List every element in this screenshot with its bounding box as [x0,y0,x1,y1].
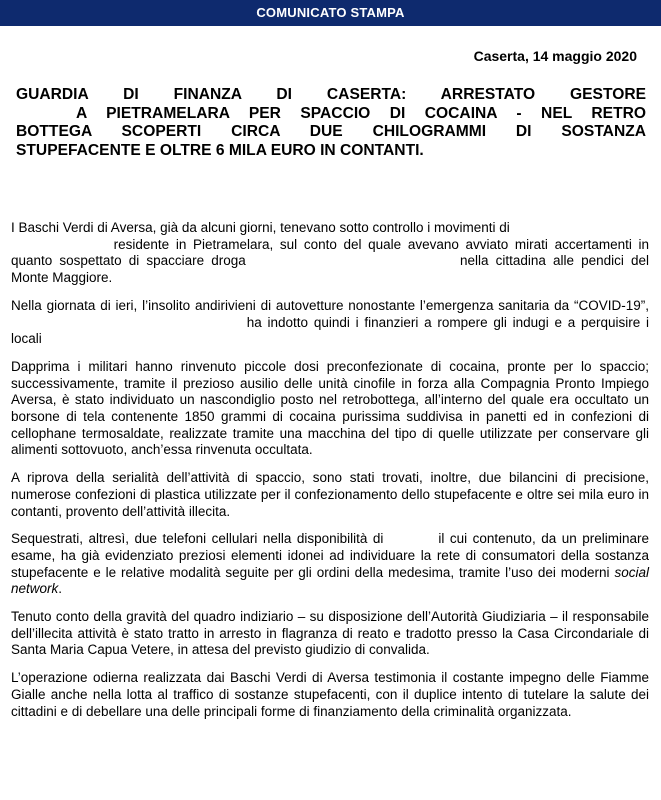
paragraph-1 [11,220,649,287]
paragraph-2-part-b: ha indotto quindi i finanzieri a rompere gli indugi e a perquisire i locali [11,314,649,347]
paragraph-2-part-a: Nella giornata di ieri, l’insolito andirivieni di autovetture nonostante l’emergenza sanitaria da “COVID-19”, [11,297,649,313]
paragraph-1-part-c: nella cittadina alle pendici del Monte Maggiore. [11,253,649,286]
paragraph-3: Dapprima i militari hanno rinvenuto piccole dosi preconfezionate di cocaina, pronte per lo spaccio; successivamente, tramite il prezioso ausilio delle unità cinofile in forza alla Compagnia Pronto Impiego Aversa, è stato individuato un nascondiglio posto nel retrobottega, all’interno del quale era occultato un borsone di tela contenente 1850 grammi di cocaina purissima suddivisa in panetti ed in confezioni di cellophane termosaldate, realizzate tramite una macchina del tipo di quelle utilizzate per conservare gli alimenti sottovuoto, anch’essa rinvenuta occultata. [11,358,649,458]
paragraph-4: A riprova della serialità dell’attività di spaccio, sono stati trovati, inoltre, due bilancini di precisione, numerose confezioni di plastica utilizzate per il confezionamento dello stupefacente e oltre sei mila euro in contanti, provento dell’attività illecita. [11,470,649,519]
paragraph-7: L’operazione odierna realizzata dai Baschi Verdi di Aversa testimonia il costante impegno delle Fiamme Gialle anche nella lotta al traffico di sostanze stupefacenti, con il duplice intento di tutelare la salute dei cittadini e di debellare una delle principali forme di finanziamento della criminalità organizzata. [11,670,649,719]
headline-line-4: STUPEFACENTE E OLTRE 6 MILA EURO IN CONTANTI. [16,141,424,159]
headline-line-3: BOTTEGA SCOPERTI CIRCA DUE CHILOGRAMMI DI SOSTANZA [16,123,646,140]
paragraph-2 [11,298,649,348]
paragraph-5 [11,531,649,598]
paragraph-6: Tenuto conto della gravità del quadro indiziario – su disposizione dell’Autorità Giudiziaria – il responsabile dell’illecita attività è stato tratto in arresto in flagranza di reato e tradotto presso la Casa Circondariale di Santa Maria Capua Vetere, in attesa del previsto giudizio di convalida. [11,609,649,658]
article-body [11,220,649,731]
dateline: Caserta, 14 maggio 2020 [473,48,637,64]
headline-line-2: A PIETRAMELARA PER SPACCIO DI COCAINA - NEL RETRO [76,104,646,122]
paragraph-1-part-a: I Baschi Verdi di Aversa, già da alcuni giorni, tenevano sotto controllo i movimenti di [11,220,510,235]
paragraph-5-end: . [58,581,63,597]
paragraph-5-part-a: Sequestrati, altresì, due telefoni cellulari nella disponibilità di [11,531,384,547]
press-release-banner: COMUNICATO STAMPA [0,0,661,26]
paragraph-1-part-b: residente in Pietramelara, sul conto del quale avevano avviato mirati accertamenti in quanto sospettato di spacciare droga [11,236,649,269]
headline [16,86,646,160]
paragraph-5-part-b: il cui contenuto, da un preliminare esame, ha già evidenziato preziosi elementi idonei ad individuare la rete di consumatori della sostanza stupefacente e le relative modalità seguite per gli ordini della medesima, tramite l’uso dei moderni [11,531,649,580]
headline-line-1: GUARDIA DI FINANZA DI CASERTA: ARRESTATO GESTORE [16,86,646,103]
social-network-term: social network [11,564,649,597]
